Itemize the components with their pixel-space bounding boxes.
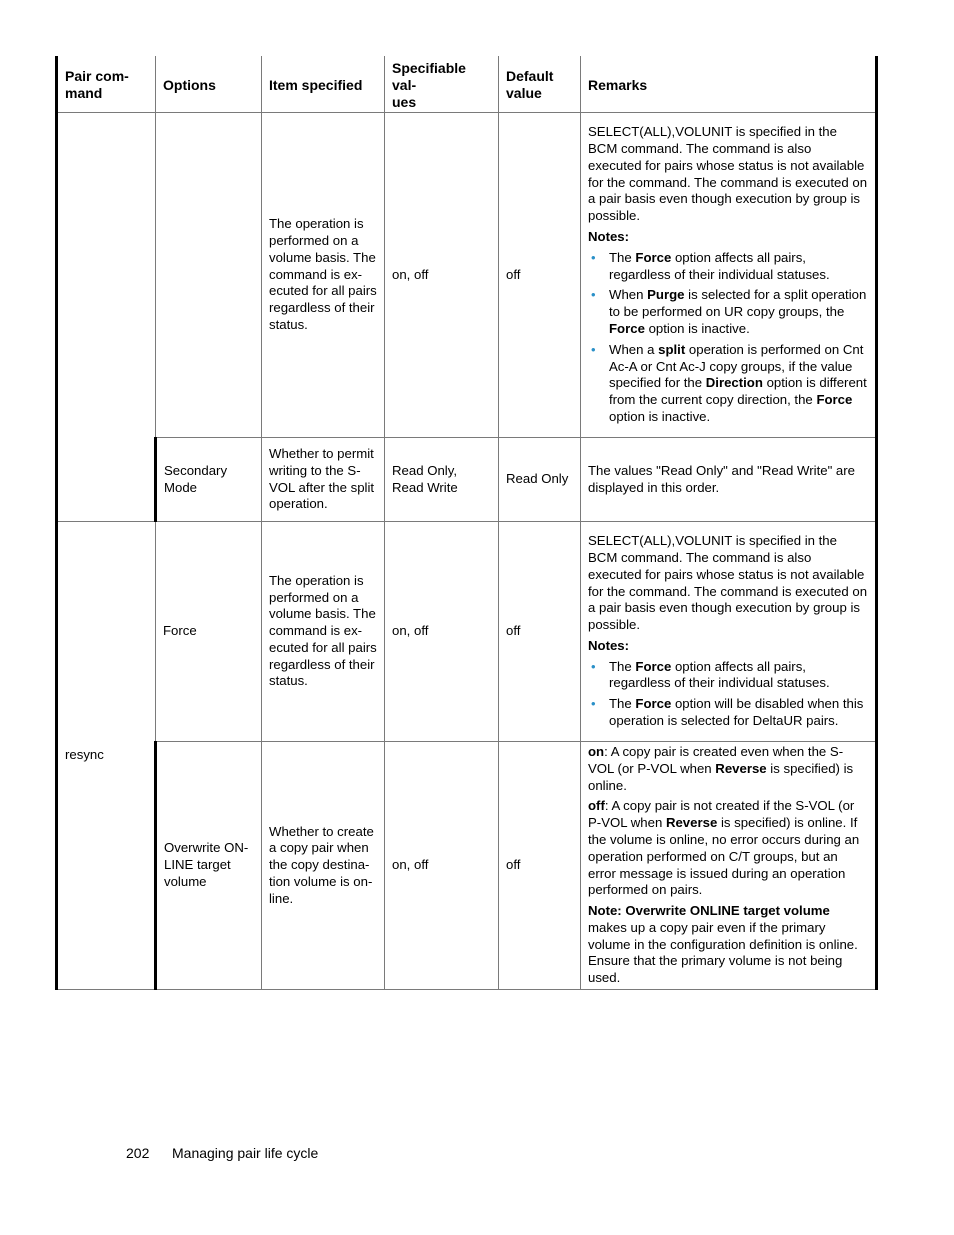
item-cell: The operation is performed on a volume basis. The command is ex-ecuted for all pairs regardless of their status. (262, 113, 385, 438)
table-row (57, 742, 877, 990)
section-title: Managing pair life cycle (172, 1145, 319, 1161)
table-header-row (57, 56, 877, 113)
list-item: • When a split operation is performed on Cnt Ac-A or Cnt Ac-J copy groups, if the value specified for the Direction option is different from the current copy direction, the Force option is inactive. (591, 341, 867, 424)
pair-command-cell: resync (57, 522, 156, 990)
item-cell: Whether to permit writing to the S-VOL after the split operation. (262, 438, 385, 522)
default-cell: off (499, 742, 581, 990)
list-item: • The Force option will be disabled when this operation is selected for DeltaUR pairs. (591, 696, 864, 729)
notes-label: Notes: (588, 637, 630, 653)
list-item: • When Purge is selected for a split operation to be performed on UR copy groups, the Force option is inactive. (591, 287, 867, 336)
table-row (57, 438, 877, 522)
table-row (57, 522, 877, 742)
bullet-icon: • (591, 696, 596, 712)
remarks-cell (581, 113, 877, 438)
values-cell: on, off (385, 522, 499, 742)
list-item: • The Force option affects all pairs, regardless of their individual statuses. (591, 658, 830, 691)
remarks-cell: The values "Read Only" and "Read Write" are displayed in this order. (581, 438, 877, 522)
header-pair-command: Pair com- mand (57, 56, 156, 113)
option-cell (156, 113, 262, 438)
option-cell: Force (156, 522, 262, 742)
header-options: Options (156, 56, 262, 113)
bullet-icon: • (591, 341, 596, 357)
item-cell: The operation is performed on a volume basis. The command is ex-ecuted for all pairs regardless of their status. (262, 522, 385, 742)
default-cell: off (499, 522, 581, 742)
item-cell: Whether to create a copy pair when the copy destina-tion volume is on-line. (262, 742, 385, 990)
bullet-icon: • (591, 658, 596, 674)
header-specifiable-values: Specifiable val- ues (385, 56, 499, 113)
pair-command-options-table (55, 56, 878, 990)
header-default-value: Default value (499, 56, 581, 113)
list-item: • The Force option affects all pairs, regardless of their individual statuses. (591, 249, 830, 282)
option-cell: Secondary Mode (156, 438, 262, 522)
table-row (57, 113, 877, 438)
remarks-intro: SELECT(ALL),VOLUNIT is specified in the BCM command. The command is also executed for pairs whose status is not available for the command. The command is executed on a pair basis even though execution by group is possible. (588, 124, 868, 224)
default-cell: off (499, 113, 581, 438)
remarks-cell (581, 522, 877, 742)
remarks-cell (581, 742, 877, 990)
values-cell: on, off (385, 113, 499, 438)
pair-command-cell (57, 113, 156, 522)
values-cell: Read Only, Read Write (385, 438, 499, 522)
page-footer (126, 1145, 318, 1162)
header-remarks: Remarks (581, 56, 877, 113)
notes-list (588, 250, 868, 426)
bullet-icon: • (591, 249, 596, 265)
remarks-intro: SELECT(ALL),VOLUNIT is specified in the BCM command. The command is also executed for pairs whose status is not available for the command. The command is executed on a pair basis even though execution by group is possible. (588, 533, 868, 633)
remarks-paragraph: off: A copy pair is not created if the S-VOL (or P-VOL when Reverse is specified) is online. If the volume is online, no error occurs during an operation performed on C/T groups, but an error message is issued during an operation performed on pairs. (588, 798, 860, 898)
header-item-specified: Item specified (262, 56, 385, 113)
values-cell: on, off (385, 742, 499, 990)
notes-list (588, 659, 868, 730)
page-number: 202 (126, 1145, 150, 1161)
bullet-icon: • (591, 287, 596, 303)
remarks-note: Note: Overwrite ONLINE target volume makes up a copy pair even if the primary volume in the configuration definition is online. Ensure that the primary volume is not being used. (588, 903, 858, 986)
notes-label: Notes: (588, 229, 630, 244)
option-cell: Overwrite ON-LINE target volume (156, 742, 262, 990)
remarks-paragraph: on: A copy pair is created even when the S-VOL (or P-VOL when Reverse is specified) is online. (588, 743, 854, 793)
default-cell: Read Only (499, 438, 581, 522)
